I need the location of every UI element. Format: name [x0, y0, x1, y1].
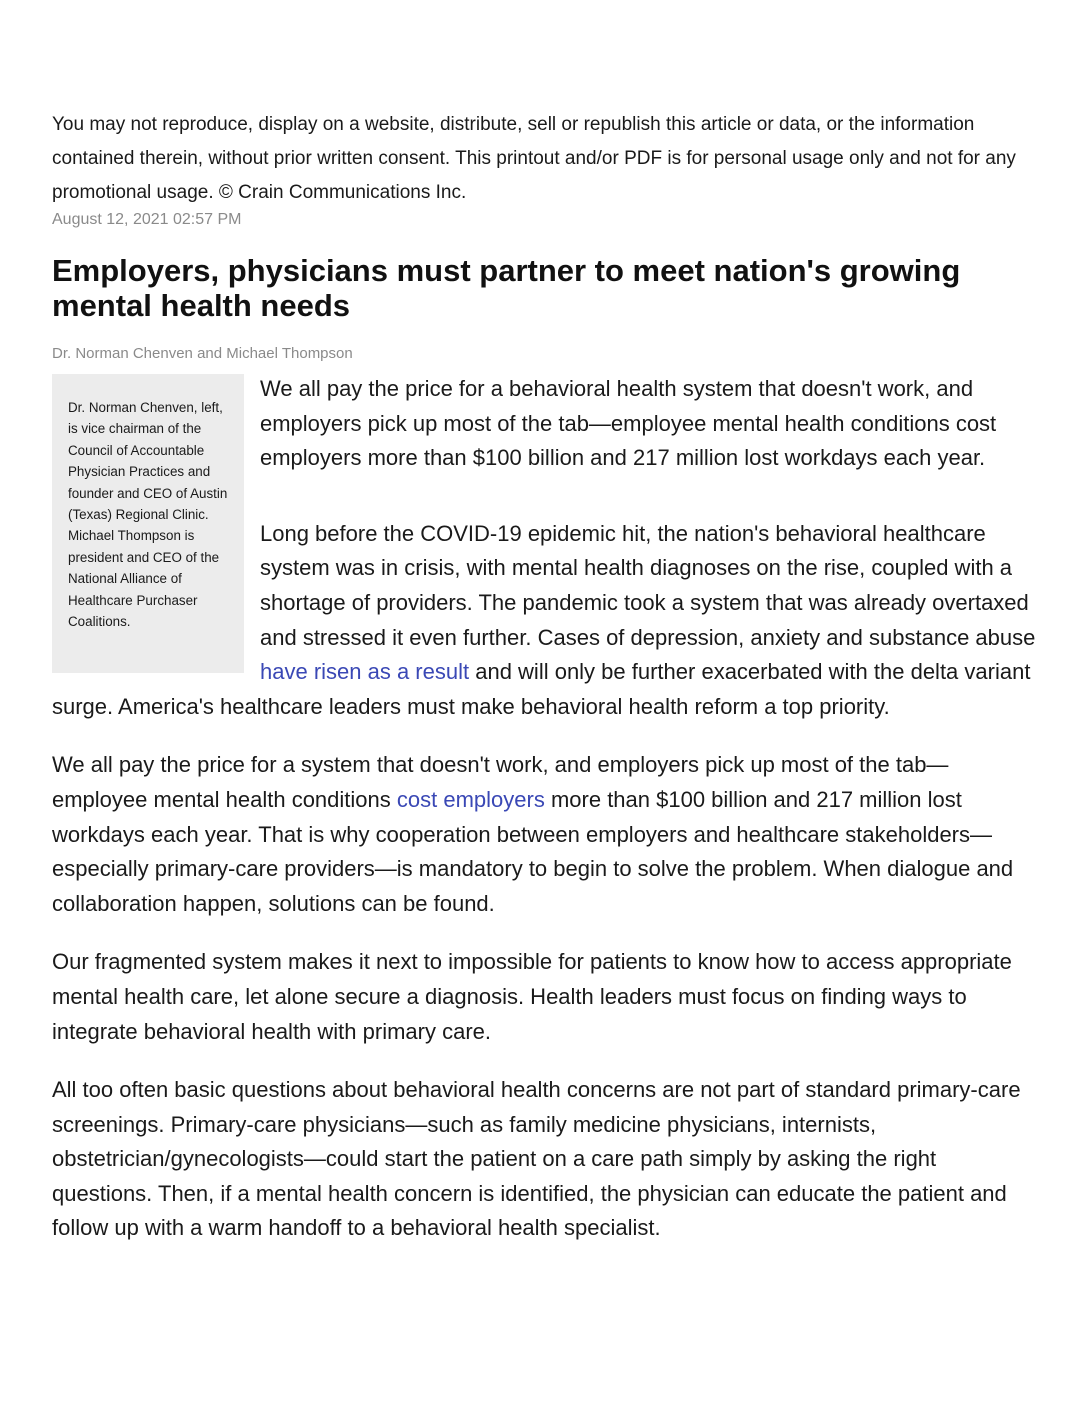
- paragraph-2-text-before: Long before the COVID-19 epidemic hit, the nation's behavioral healthcare system was in crisis, with mental health diagnoses on the rise, coupled with a shortage of providers. The pandemic took a system that was already overtaxed and stressed it even further. Cases of depression, anxiety and substance abuse: [260, 520, 1036, 650]
- publish-date: August 12, 2021 02:57 PM: [52, 211, 242, 228]
- paragraph-4: Our fragmented system makes it next to impossible for patients to know how to access appropriate mental health care, let alone secure a diagnosis. Health leaders must focus on finding ways to integrate behavioral health with primary care.: [52, 949, 1012, 1044]
- paragraph-2-text-after: and will only be further exacerbated with the delta variant surge. America's healthcare leaders must make behavioral health reform a top priority.: [52, 659, 1031, 719]
- article-body: [52, 372, 1042, 1246]
- paragraph-3-text-before: We all pay the price for a system that doesn't work, and employers pick up most of the tab—employee mental health conditions: [52, 752, 949, 812]
- byline: Dr. Norman Chenven and Michael Thompson: [52, 345, 353, 362]
- copyright-notice: You may not reproduce, display on a website, distribute, sell or republish this article or data, or the information contained therein, without prior written consent. This printout and/or PDF is for personal usage only and not for any promotional usage. © Crain Communications Inc.: [52, 114, 1016, 203]
- article-page: [52, 108, 1042, 1270]
- paragraph-1: We all pay the price for a behavioral health system that doesn't work, and employers pick up most of the tab—employee mental health conditions cost employers more than $100 billion and 217 million lost workdays each year.: [260, 376, 997, 471]
- paragraph-3-text-after: more than $100 billion and 217 million lost workdays each year. That is why cooperation between employers and healthcare stakeholders—especially primary-care providers—is mandatory to begin to solve the problem. When dialogue and collaboration happen, solutions can be found.: [52, 786, 1014, 916]
- cost-employers-link[interactable]: cost employers: [396, 786, 545, 812]
- photo-caption: Dr. Norman Chenven, left, is vice chairman of the Council of Accountable Physician Practices and founder and CEO of Austin (Texas) Regional Clinic. Michael Thompson is president and CEO of the National Alliance of Healthcare Purchaser Coalitions.: [52, 374, 244, 673]
- paragraph-5: All too often basic questions about behavioral health concerns are not part of standard primary-care screenings. Primary-care physicians—such as family medicine physicians, internists, obstetrician/gynecologists—could start the patient on a care path simply by asking the right questions. Then, if a mental health concern is identified, the physician can educate the patient and follow up with a warm handoff to a behavioral health specialist.: [52, 1077, 1021, 1241]
- headline: Employers, physicians must partner to meet nation's growing mental health needs: [52, 253, 961, 323]
- paragraph-3: [52, 748, 1042, 921]
- have-risen-link[interactable]: have risen as a result: [260, 659, 470, 685]
